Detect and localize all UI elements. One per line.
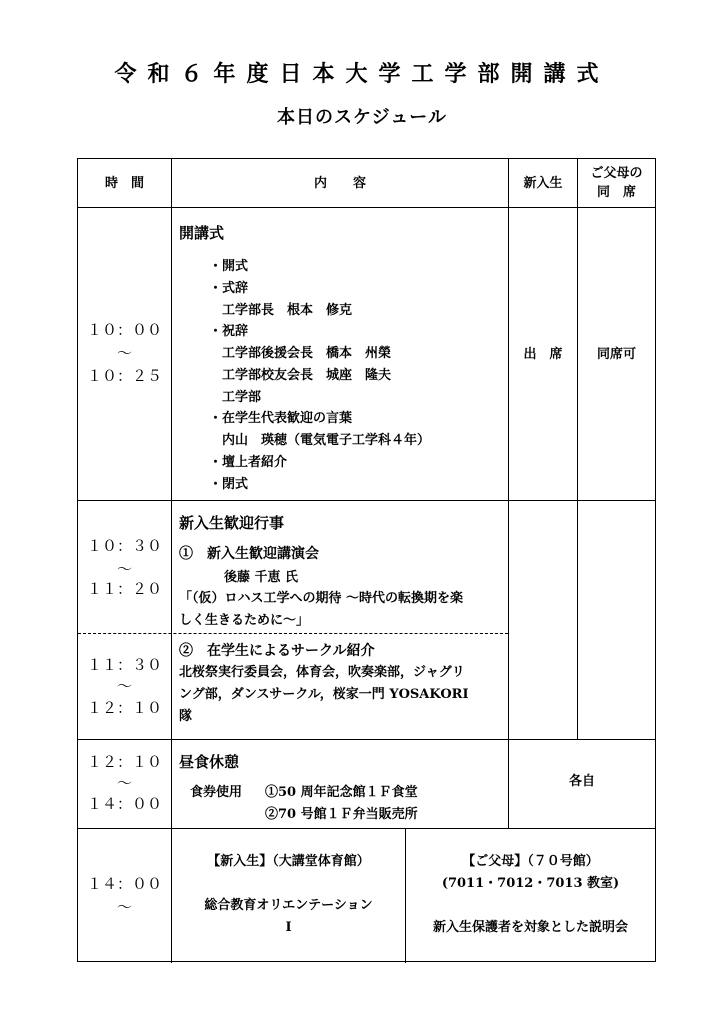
program-item: 工学部長 根本 修克 xyxy=(209,303,353,318)
time-end: １４：００ xyxy=(86,795,162,813)
program-item: ・閉式 xyxy=(209,477,249,492)
program-item: ・在学生代表歓迎の言葉 xyxy=(209,411,353,426)
section-heading: 開講式 xyxy=(179,224,225,242)
program-item: 工学部 xyxy=(209,390,262,405)
column-header-freshman: 新入生 xyxy=(523,176,563,191)
page-subtitle: 本日のスケジュール xyxy=(277,107,447,128)
time-start: １０：００ xyxy=(86,321,162,339)
grid-line xyxy=(171,828,172,963)
time-end: １１：２０ xyxy=(86,580,162,598)
parents-venue: 【ご父母】（７０号館） xyxy=(462,854,599,869)
lunch-location: ①50 周年記念館１Ｆ食堂 xyxy=(265,785,418,800)
freshman-event: 総合教育オリエンテーション xyxy=(204,898,373,913)
time-separator: ～ xyxy=(116,677,132,695)
column-header-parents: ご父母の xyxy=(590,166,643,181)
grid-line xyxy=(171,159,172,828)
grid-line xyxy=(577,159,578,739)
time-separator: ～ xyxy=(116,560,132,578)
program-item: 工学部後援会長 橋本 州榮 xyxy=(209,346,392,361)
circle-list: 隊 xyxy=(179,709,193,724)
column-header-time: 時 間 xyxy=(104,176,144,191)
section-heading: 新入生歓迎行事 xyxy=(179,514,285,532)
time-separator: ～ xyxy=(116,344,132,362)
program-item-title: ② 在学生によるサークル紹介 xyxy=(179,643,375,659)
lecture-topic: 「（仮）ロハス工学への期待 ～時代の転換期を楽 xyxy=(179,591,464,606)
circle-list: ング部，ダンスサークル，桜家一門 YOSAKORI xyxy=(179,687,469,702)
grid-line xyxy=(78,500,655,501)
meal-ticket-label: 食券使用 xyxy=(190,785,243,800)
time-end: １２：１０ xyxy=(86,699,162,717)
time-separator: ～ xyxy=(116,898,132,916)
time-start: １４：００ xyxy=(86,875,162,893)
program-item: 工学部校友会長 城座 隆夫 xyxy=(209,368,392,383)
grid-line xyxy=(405,828,406,963)
program-item: ・壇上者紹介 xyxy=(209,455,288,470)
speaker-name: 後藤 千恵 氏 xyxy=(224,570,299,585)
time-start: １０：３０ xyxy=(86,537,162,555)
grid-line xyxy=(78,828,655,829)
program-item-title: ① 新入生歓迎講演会 xyxy=(179,546,319,562)
time-start: １１：３０ xyxy=(86,656,162,674)
time-end: １０：２５ xyxy=(86,367,162,385)
program-item: ・式辞 xyxy=(209,281,249,296)
lunch-attendance: 各自 xyxy=(568,774,595,789)
freshman-attendance: 出 席 xyxy=(523,347,563,362)
parents-attendance: 同席可 xyxy=(596,347,636,362)
column-header-content: 内 容 xyxy=(313,176,366,191)
parents-event: 新入生保護者を対象とした説明会 xyxy=(432,920,628,935)
column-header-parents: 同 席 xyxy=(596,185,636,200)
program-item: ・祝辞 xyxy=(209,324,249,339)
circle-list: 北桜祭実行委員会，体育会，吹奏楽部，ジャグリ xyxy=(179,665,465,680)
schedule-table xyxy=(77,158,656,962)
grid-line xyxy=(78,739,655,740)
page-title: 令和６年度日本大学工学部開講式 xyxy=(114,61,610,87)
freshman-event: Ⅰ xyxy=(285,920,292,935)
section-heading: 昼食休憩 xyxy=(179,753,240,771)
grid-line xyxy=(78,207,655,208)
grid-line xyxy=(508,159,509,739)
lecture-topic: しく生きるために～」 xyxy=(179,613,310,628)
time-separator: ～ xyxy=(116,774,132,792)
grid-line-dashed xyxy=(78,633,508,634)
lunch-location: ②70 号館１Ｆ弁当販売所 xyxy=(265,807,418,822)
program-item: 内山 瑛穂（電気電子工学科４年） xyxy=(209,433,431,448)
parents-rooms: (7011・7012・7013 教室) xyxy=(441,876,620,891)
freshman-venue: 【新入生】（大講堂体育館） xyxy=(207,854,370,869)
program-item: ・開式 xyxy=(209,259,249,274)
time-start: １２：１０ xyxy=(86,753,162,771)
